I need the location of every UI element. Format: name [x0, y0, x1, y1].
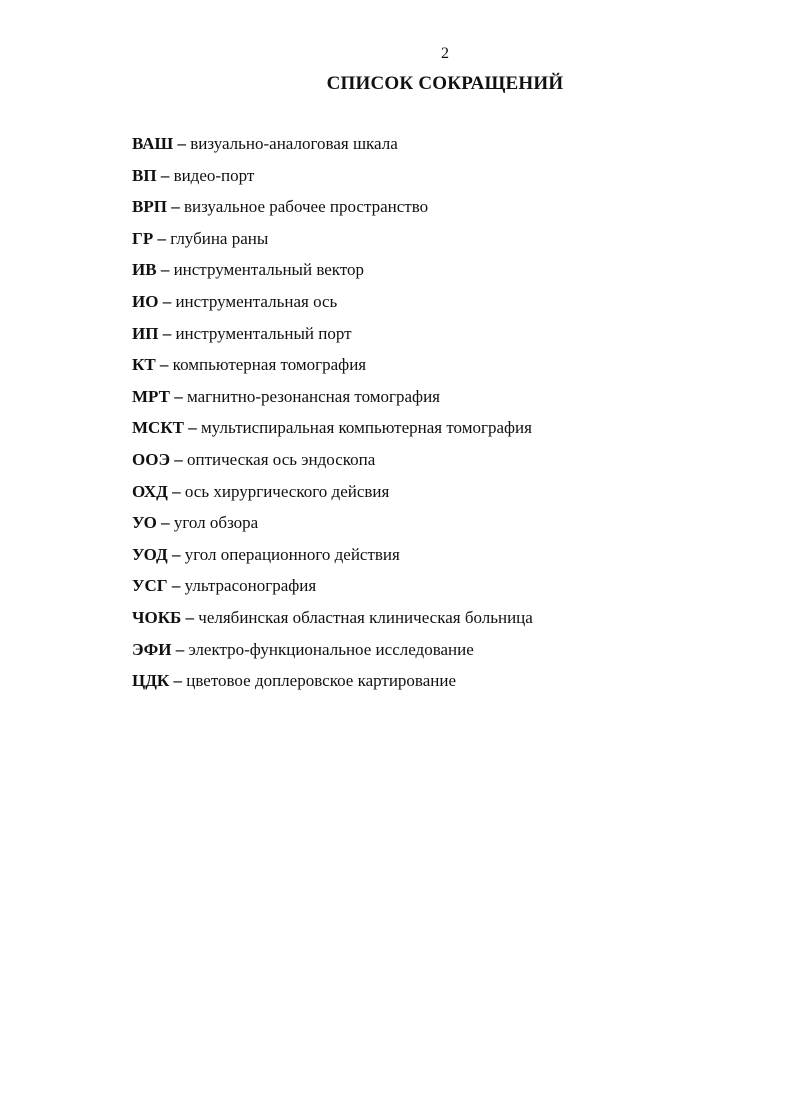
abbreviation-definition: ось хирургического дейсвия — [184, 481, 390, 501]
abbreviation-definition: электро-функциональное исследование — [188, 639, 474, 659]
abbreviation-definition: челябинская областная клиническая больница — [198, 607, 533, 627]
abbreviation-term: ВРП — [132, 197, 167, 217]
abbreviation-definition: цветовое доплеровское картирование — [186, 671, 457, 691]
abbreviation-definition: видео-порт — [173, 165, 255, 185]
separator: – — [167, 481, 185, 501]
abbreviation-term: ВАШ — [132, 134, 174, 153]
abbreviation-term: УСГ — [132, 576, 168, 596]
abbreviation-definition: визуально-аналоговая шкала — [190, 134, 398, 153]
list-item — [132, 194, 533, 226]
abbreviation-term: УОД — [132, 544, 168, 564]
abbreviation-term: ЭФИ — [132, 639, 172, 659]
separator: – — [153, 228, 171, 248]
abbreviation-term: МСКТ — [132, 418, 184, 438]
list-item — [132, 605, 533, 637]
list-item — [132, 637, 533, 669]
abbreviation-list — [132, 131, 533, 700]
abbreviation-term: КТ — [132, 355, 156, 375]
separator: – — [167, 576, 185, 596]
page-title: СПИСОК СОКРАЩЕНИЙ — [326, 73, 564, 94]
separator: – — [158, 291, 176, 311]
separator: – — [156, 513, 174, 533]
separator: – — [155, 355, 173, 375]
list-item — [132, 163, 533, 195]
abbreviation-term: ООЭ — [132, 449, 170, 469]
separator: – — [156, 260, 174, 280]
abbreviation-definition: мультиспиральная компьютерная томография — [201, 418, 532, 438]
abbreviation-definition: инструментальная ось — [175, 291, 338, 311]
list-item — [132, 352, 533, 384]
list-item — [132, 321, 533, 353]
abbreviation-definition: магнитно-резонансная томография — [186, 386, 440, 406]
abbreviation-definition: угол обзора — [173, 513, 259, 533]
abbreviation-term: ЦДК — [132, 671, 170, 691]
abbreviation-term: ГР — [132, 228, 154, 248]
separator: – — [169, 671, 187, 691]
list-item — [132, 226, 533, 258]
separator: – — [169, 386, 187, 406]
abbreviation-definition: глубина раны — [170, 228, 269, 248]
list-item — [132, 573, 533, 605]
separator: – — [184, 418, 201, 438]
separator: – — [166, 197, 184, 217]
abbreviation-term: МРТ — [132, 386, 170, 406]
list-item — [132, 447, 533, 479]
abbreviation-term: ИП — [132, 323, 159, 343]
separator: – — [156, 165, 174, 185]
separator: – — [181, 607, 199, 627]
abbreviation-definition: угол операционного действия — [184, 544, 400, 564]
list-item — [132, 415, 533, 447]
abbreviation-term: ИВ — [132, 260, 157, 280]
abbreviation-definition: визуальное рабочее пространство — [183, 197, 429, 217]
abbreviation-definition: ультрасонография — [184, 576, 317, 596]
list-item — [132, 479, 533, 511]
separator: – — [171, 639, 189, 659]
abbreviation-definition: инструментальный порт — [175, 323, 352, 343]
list-item — [132, 289, 533, 321]
list-item — [132, 542, 533, 574]
list-item — [132, 131, 533, 163]
abbreviation-term: ВП — [132, 165, 157, 185]
list-item — [132, 510, 533, 542]
list-item — [132, 384, 533, 416]
separator: – — [169, 449, 187, 469]
abbreviation-definition: компьютерная томография — [172, 355, 367, 375]
abbreviation-term: ОХД — [132, 481, 168, 501]
separator: – — [167, 544, 185, 564]
separator: – — [158, 323, 176, 343]
abbreviation-definition: инструментальный вектор — [173, 260, 365, 280]
abbreviation-definition: оптическая ось эндоскопа — [186, 449, 376, 469]
abbreviation-term: ИО — [132, 291, 159, 311]
list-item — [132, 257, 533, 289]
abbreviation-term: УО — [132, 513, 157, 533]
page-number: 2 — [441, 45, 449, 62]
abbreviation-term: ЧОКБ — [132, 607, 182, 627]
list-item — [132, 668, 533, 700]
separator: – — [173, 134, 191, 153]
